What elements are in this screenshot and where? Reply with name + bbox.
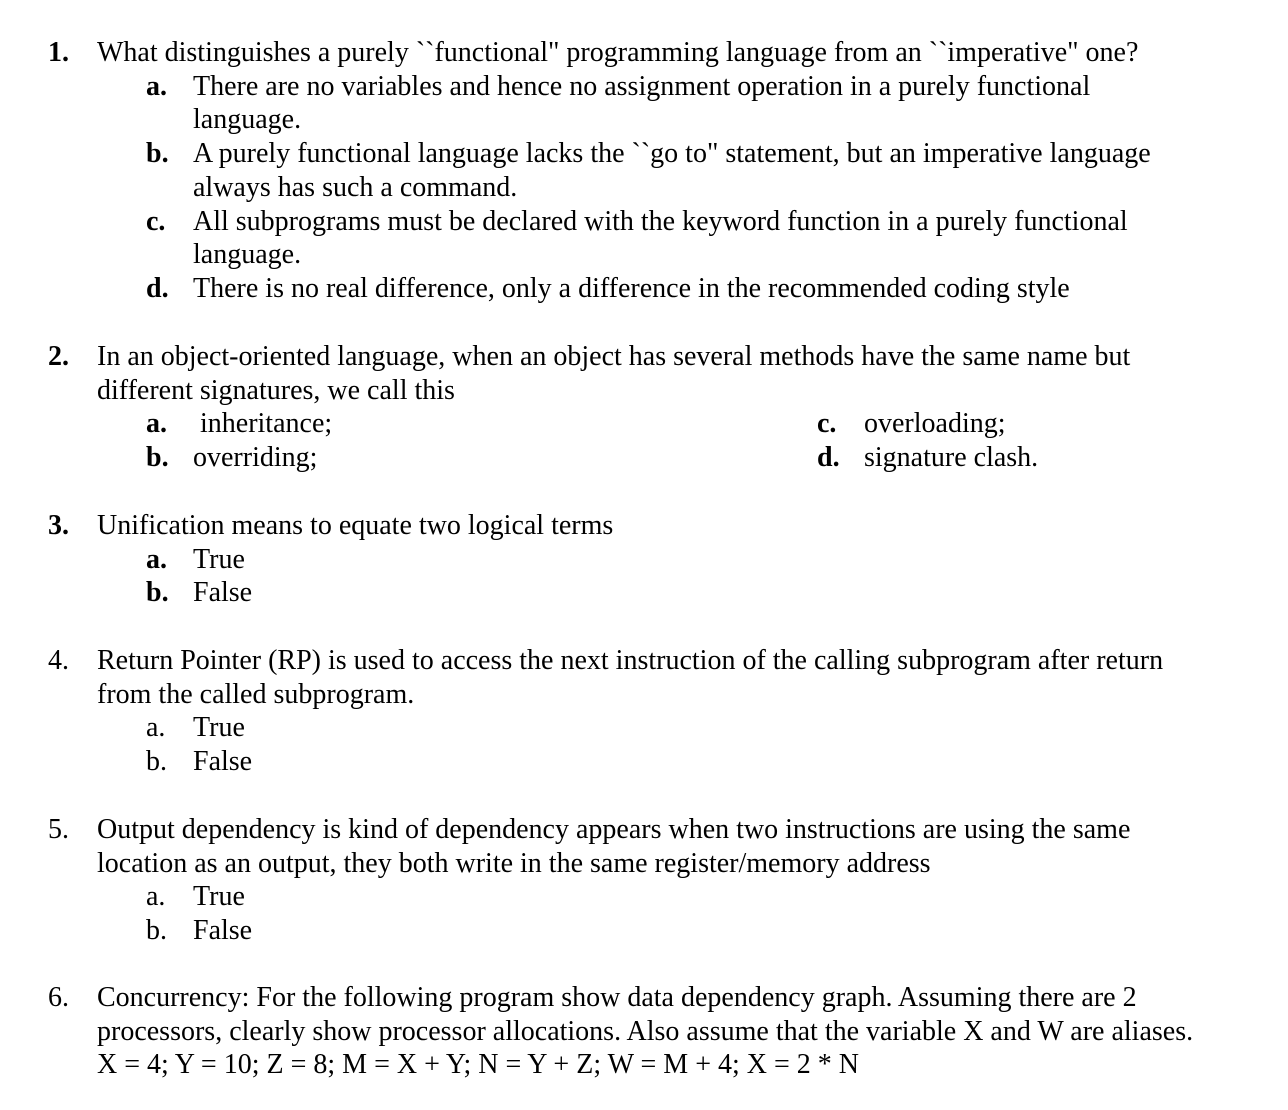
option-letter: b. bbox=[146, 138, 169, 170]
option-text: False bbox=[193, 577, 253, 609]
option-text: True bbox=[193, 881, 245, 913]
option-letter: d. bbox=[146, 272, 169, 304]
program-code-line: X = 4; Y = 10; Z = 8; M = X + Y; N = Y + Z; W = M + 4; X = 2 * N bbox=[97, 1049, 860, 1081]
option-text: overriding; bbox=[193, 442, 318, 474]
question-number: 2. bbox=[48, 341, 69, 372]
option-b bbox=[0, 914, 1288, 948]
option-b bbox=[146, 441, 318, 475]
option-letter: a. bbox=[146, 712, 166, 744]
question-number: 3. bbox=[48, 510, 69, 541]
question-number: 5. bbox=[48, 814, 69, 845]
question-text-line: location as an output, they both write in the same register/memory address bbox=[97, 847, 931, 879]
question-4 bbox=[0, 644, 1288, 779]
question-text: Return Pointer (RP) is used to access the next instruction of the calling subprogram after return bbox=[97, 645, 1164, 676]
question-2 bbox=[0, 340, 1288, 475]
option-text: True bbox=[193, 712, 245, 744]
option-letter: b. bbox=[146, 577, 169, 609]
option-letter: d. bbox=[817, 442, 840, 474]
question-text: Output dependency is kind of dependency appears when two instructions are using the same bbox=[97, 814, 1131, 845]
option-letter: a. bbox=[146, 408, 167, 440]
option-text: signature clash. bbox=[864, 442, 1039, 474]
option-text: overloading; bbox=[864, 408, 1006, 440]
option-c bbox=[817, 407, 1006, 441]
question-text: Concurrency: For the following program show data dependency graph. Assuming there are 2 bbox=[97, 982, 1137, 1013]
option-text-line: language. bbox=[193, 239, 302, 271]
question-1 bbox=[0, 36, 1288, 306]
option-d bbox=[817, 441, 1039, 475]
option-b bbox=[0, 137, 1288, 204]
question-text: Unification means to equate two logical terms bbox=[97, 510, 614, 541]
question-text: In an object-oriented language, when an object has several methods have the same name but bbox=[97, 341, 1131, 372]
option-d bbox=[0, 272, 1288, 306]
question-number: 1. bbox=[48, 37, 69, 68]
option-letter: a. bbox=[146, 543, 167, 575]
option-text-line: always has such a command. bbox=[193, 171, 518, 203]
option-a bbox=[0, 70, 1288, 137]
option-text: True bbox=[193, 543, 245, 575]
question-text-line: processors, clearly show processor allocations. Also assume that the variable X and W are aliases. bbox=[97, 1015, 1194, 1047]
option-b bbox=[0, 745, 1288, 779]
question-6 bbox=[0, 981, 1288, 1082]
question-number: 6. bbox=[48, 982, 69, 1013]
option-letter: b. bbox=[146, 746, 167, 778]
question-text-line: from the called subprogram. bbox=[97, 678, 415, 710]
option-text-line: There is no real difference, only a difference in the recommended coding style bbox=[193, 272, 1070, 304]
option-letter: a. bbox=[146, 70, 167, 102]
question-5 bbox=[0, 813, 1288, 948]
option-letter: c. bbox=[146, 205, 166, 237]
question-text-line: different signatures, we call this bbox=[97, 374, 455, 406]
option-text-line: There are no variables and hence no assignment operation in a purely functional bbox=[193, 70, 1091, 102]
option-letter: b. bbox=[146, 442, 169, 474]
option-b bbox=[0, 576, 1288, 610]
option-a bbox=[146, 407, 333, 441]
question-text: What distinguishes a purely ``functional" programming language from an ``imperative" one? bbox=[97, 37, 1139, 68]
option-letter: c. bbox=[817, 408, 837, 440]
option-text: False bbox=[193, 915, 253, 947]
option-text-line: language. bbox=[193, 104, 302, 136]
option-text-line: A purely functional language lacks the ``go to" statement, but an imperative language bbox=[193, 138, 1151, 170]
option-text: False bbox=[193, 746, 253, 778]
question-3 bbox=[0, 509, 1288, 610]
option-letter: b. bbox=[146, 915, 167, 947]
option-text: inheritance; bbox=[200, 408, 333, 440]
option-grid bbox=[0, 407, 1288, 475]
option-a bbox=[0, 880, 1288, 914]
question-number: 4. bbox=[48, 645, 69, 676]
option-c bbox=[0, 205, 1288, 272]
option-text-line: All subprograms must be declared with the keyword function in a purely functional bbox=[193, 205, 1128, 237]
option-letter: a. bbox=[146, 881, 166, 913]
option-a bbox=[0, 543, 1288, 577]
option-a bbox=[0, 711, 1288, 745]
